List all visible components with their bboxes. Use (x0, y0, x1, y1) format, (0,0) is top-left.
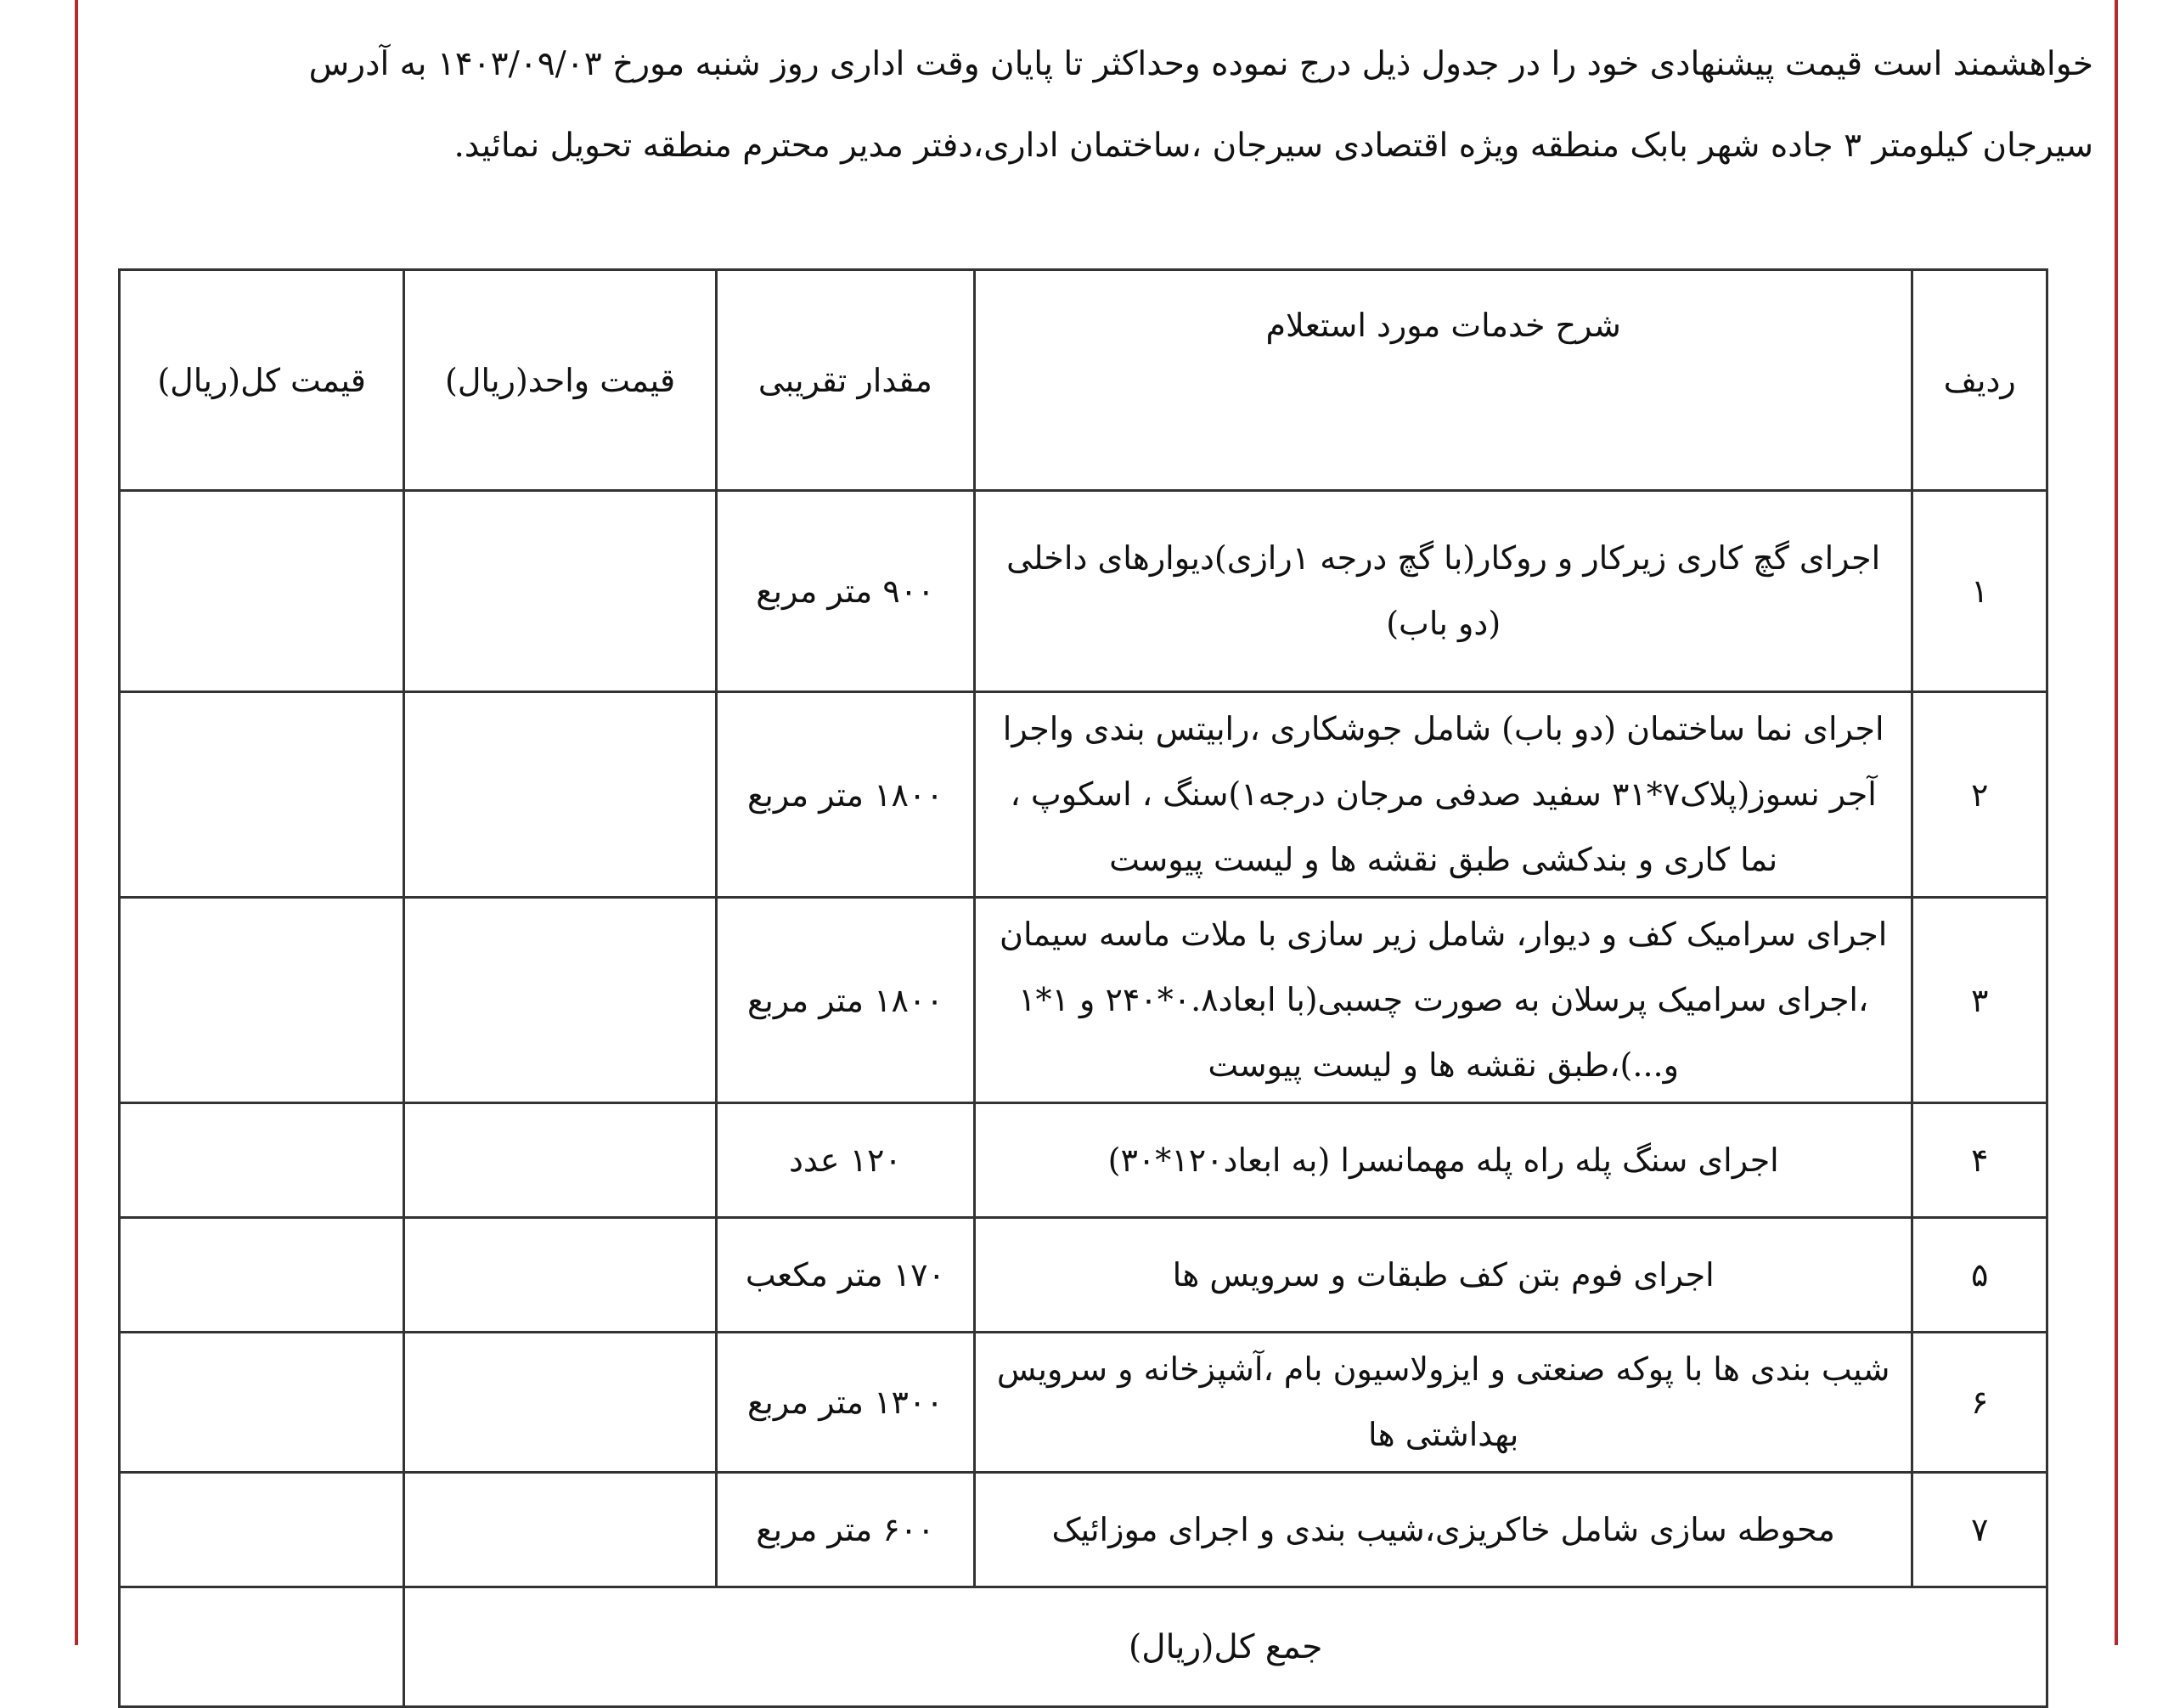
service-description: اجرای سنگ پله راه پله مهمانسرا (به ابعاد۱۲۰*۳۰) (975, 1103, 1912, 1218)
quantity-cell: ۱۳۰۰ متر مربع (716, 1333, 974, 1473)
total-sum-row (120, 1587, 2047, 1707)
total-sum-value[interactable] (120, 1587, 404, 1707)
intro-paragraph (106, 24, 2093, 187)
service-description: اجرای نما ساختمان (دو باب) شامل جوشکاری ،رابیتس بندی واجرا آجر نسوز(پلاک۷*۳۱ سفید صدفی مرجان درجه۱)سنگ ، اسکوپ ، نما کاری و بندکشی طبق نقشه ها و لیست پیوست (975, 692, 1912, 898)
page-border-left (75, 0, 78, 1645)
table-row (120, 1473, 2047, 1587)
row-number: ۴ (1912, 1103, 2047, 1218)
quantity-cell: ۹۰۰ متر مربع (716, 491, 974, 692)
unit-price-cell[interactable] (404, 692, 716, 898)
table-row (120, 1333, 2047, 1473)
service-description: اجرای گچ کاری زیرکار و روکار(با گچ درجه ۱رازی)دیوارهای داخلی (دو باب) (975, 491, 1912, 692)
service-description: اجرای فوم بتن کف طبقات و سرویس ها (975, 1218, 1912, 1333)
header-row-number: ردیف (1912, 270, 2047, 491)
unit-price-cell[interactable] (404, 898, 716, 1103)
total-price-cell[interactable] (120, 1473, 404, 1587)
total-price-cell[interactable] (120, 1333, 404, 1473)
quantity-cell: ۱۷۰ متر مکعب (716, 1218, 974, 1333)
table-row (120, 898, 2047, 1103)
row-number: ۲ (1912, 692, 2047, 898)
service-description: اجرای سرامیک کف و دیوار، شامل زیر سازی با ملات ماسه سیمان ،اجرای سرامیک پرسلان به صورت چسبی(با ابعاد۰.۸*۲۴۰ و ۱*۱ و...)،طبق نقشه ها و لیست پیوست (975, 898, 1912, 1103)
table-row (120, 1218, 2047, 1333)
table-row (120, 1103, 2047, 1218)
unit-price-cell[interactable] (404, 491, 716, 692)
unit-price-cell[interactable] (404, 1473, 716, 1587)
table-row (120, 692, 2047, 898)
unit-price-cell[interactable] (404, 1218, 716, 1333)
total-price-cell[interactable] (120, 491, 404, 692)
total-price-cell[interactable] (120, 1103, 404, 1218)
total-price-cell[interactable] (120, 898, 404, 1103)
unit-price-cell[interactable] (404, 1103, 716, 1218)
intro-line-2: سیرجان کیلومتر ۳ جاده شهر بابک منطقه ویژه اقتصادی سیرجان ،ساختمان اداری،دفتر مدیر محترم منطقه تحویل نمائید. (453, 127, 2093, 165)
quantity-cell: ۱۸۰۰ متر مربع (716, 898, 974, 1103)
intro-line-1: خواهشمند است قیمت پیشنهادی خود را در جدول ذیل درج نموده وحداکثر تا پایان وقت اداری روز شنبه مورخ ۱۴۰۳/۰۹/۰۳ به آدرس (308, 45, 2093, 83)
header-unit-price: قیمت واحد(ریال) (404, 270, 716, 491)
service-description: شیب بندی ها با پوکه صنعتی و ایزولاسیون بام ،آشپزخانه و سرویس بهداشتی ها (975, 1333, 1912, 1473)
unit-price-cell[interactable] (404, 1333, 716, 1473)
row-number: ۶ (1912, 1333, 2047, 1473)
row-number: ۷ (1912, 1473, 2047, 1587)
row-number: ۳ (1912, 898, 2047, 1103)
table-row (120, 491, 2047, 692)
inquiry-table (118, 268, 2048, 1708)
row-number: ۱ (1912, 491, 2047, 692)
quantity-cell: ۶۰۰ متر مربع (716, 1473, 974, 1587)
total-sum-label: جمع کل(ریال) (404, 1587, 2047, 1707)
quantity-cell: ۱۲۰ عدد (716, 1103, 974, 1218)
header-description: شرح خدمات مورد استعلام (975, 270, 1912, 491)
page-border-right (2115, 0, 2118, 1645)
table-header-row (120, 270, 2047, 491)
header-total-price: قیمت کل(ریال) (120, 270, 404, 491)
total-price-cell[interactable] (120, 1218, 404, 1333)
service-description: محوطه سازی شامل خاکریزی،شیب بندی و اجرای موزائیک (975, 1473, 1912, 1587)
header-quantity: مقدار تقریبی (716, 270, 974, 491)
row-number: ۵ (1912, 1218, 2047, 1333)
total-price-cell[interactable] (120, 692, 404, 898)
quantity-cell: ۱۸۰۰ متر مربع (716, 692, 974, 898)
